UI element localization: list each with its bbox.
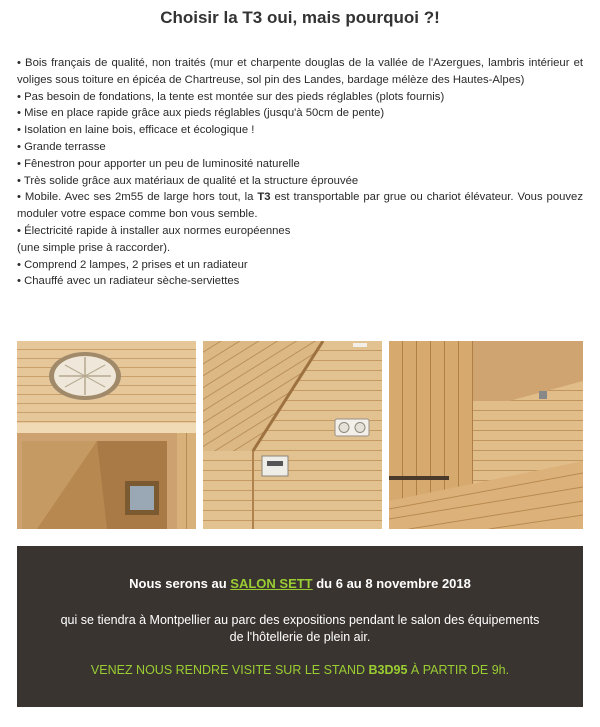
feature-item: • Électricité rapide à installer aux normes européennes	[17, 224, 291, 237]
feature-item: (une simple prise à raccorder).	[17, 241, 171, 254]
feature-item: • Très solide grâce aux matériaux de qualité et la structure éprouvée	[17, 174, 359, 187]
feature-item: • Chauffé avec un radiateur sèche-serviettes	[17, 275, 240, 288]
photo-interior-lamp	[17, 341, 196, 529]
photo-interior-sockets	[203, 341, 382, 529]
product-name: T3	[257, 191, 271, 204]
photo-interior-floor	[389, 341, 583, 529]
feature-item-mobile: • Mobile. Avec ses 2m55 de large hors tout, la T3 est transportable par grue ou chariot élévateur. Vous pouvez moduler votre espace comme bon vous semble.	[17, 191, 583, 221]
features-list	[17, 55, 583, 290]
feature-item: • Grande terrasse	[17, 140, 106, 153]
feature-item: • Fênestron pour apporter un peu de luminosité naturelle	[17, 157, 300, 170]
salon-sett-link[interactable]: SALON SETT	[230, 576, 313, 591]
event-banner	[17, 546, 583, 707]
event-location: qui se tiendra à Montpellier au parc des expositions pendant le salon des équipements de l'hôtellerie de plein air.	[60, 613, 540, 644]
feature-item: • Bois français de qualité, non traités (mur et charpente douglas de la vallée de l'Azergues, lambris intérieur et voliges sous toiture en épicéa de Chartreuse, sol pin des Landes, bardage mélèze des Hautes-Alpes)	[17, 57, 583, 86]
event-headline: Nous serons au SALON SETT du 6 au 8 novembre 2018	[129, 576, 471, 591]
feature-item: • Comprend 2 lampes, 2 prises et un radiateur	[17, 258, 248, 271]
event-stand-info: VENEZ NOUS RENDRE VISITE SUR LE STAND B3D95 À PARTIR DE 9h.	[90, 663, 510, 677]
feature-item: • Mise en place rapide grâce aux pieds réglables (jusqu'à 50cm de pente)	[17, 107, 385, 120]
page-title: Choisir la T3 oui, mais pourquoi ?!	[160, 8, 440, 27]
feature-item: • Pas besoin de fondations, la tente est montée sur des pieds réglables (plots fournis)	[17, 90, 445, 103]
stand-number: B3D95	[368, 663, 408, 677]
feature-item: • Isolation en laine bois, efficace et écologique !	[17, 124, 255, 137]
